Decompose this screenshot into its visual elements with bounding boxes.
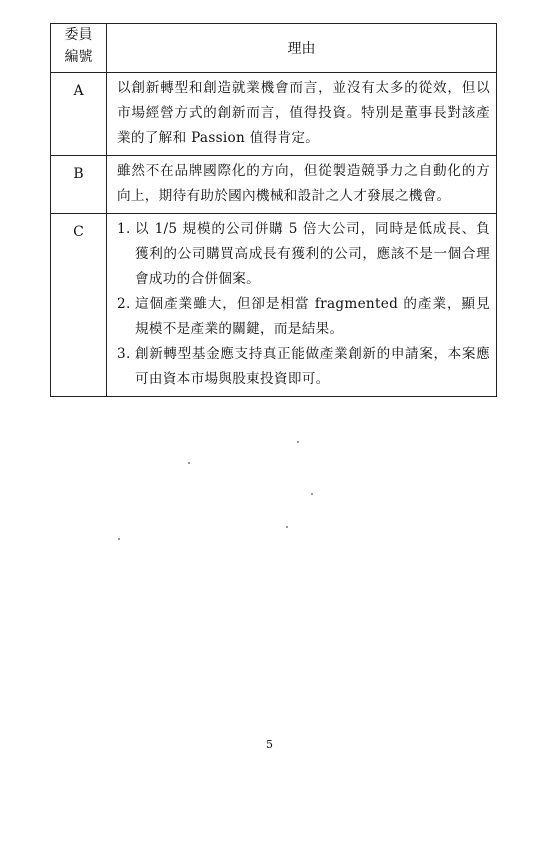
list-item-number: 3. xyxy=(117,346,131,362)
list-item-number: 1. xyxy=(117,221,131,237)
member-id-cell: B xyxy=(51,156,107,214)
reason-cell xyxy=(107,73,497,156)
scan-speck xyxy=(297,441,299,443)
review-table xyxy=(50,23,497,397)
list-item-text: 創新轉型基金應支持真正能做產業創新的申請案，本案應可由資本市場與股東投資即可。 xyxy=(135,346,490,387)
list-item xyxy=(117,292,490,342)
scan-speck xyxy=(188,462,190,464)
member-id-header xyxy=(51,24,107,73)
table-row xyxy=(51,73,497,156)
table-header-row xyxy=(51,24,497,73)
member-id-cell: A xyxy=(51,73,107,156)
reason-text: 以創新轉型和創造就業機會而言，並沒有太多的從效，但以市場經營方式的創新而言，值得投資。特別是董事長對該產業的了解和 Passion 值得肯定。 xyxy=(117,80,490,146)
member-id-header-line1: 委員 xyxy=(64,27,93,43)
table-row xyxy=(51,214,497,397)
table-row xyxy=(51,156,497,214)
reason-text: 雖然不在品牌國際化的方向，但從製造競爭力之自動化的方向上，期待有助於國內機械和設計之人才發展之機會。 xyxy=(117,163,490,204)
list-item-text: 這個產業雖大，但卻是相當 fragmented 的產業，顯見規模不是產業的關鍵，而是結果。 xyxy=(135,296,490,337)
scan-speck xyxy=(311,493,313,495)
list-item xyxy=(117,217,490,292)
list-item xyxy=(117,342,490,392)
member-id-cell: C xyxy=(51,214,107,397)
reason-cell xyxy=(107,214,497,397)
page-number: 5 xyxy=(266,738,273,751)
reason-cell xyxy=(107,156,497,214)
list-item-number: 2. xyxy=(117,296,131,312)
list-item-text: 以 1/5 規模的公司併購 5 倍大公司，同時是低成長、負獲利的公司購買高成長有獲利的公司，應該不是一個合理會成功的合併個案。 xyxy=(135,221,490,287)
member-id-header-line2: 編號 xyxy=(64,49,93,65)
scan-speck xyxy=(118,538,120,540)
reason-header: 理由 xyxy=(107,24,497,73)
scan-speck xyxy=(286,526,288,528)
reason-list xyxy=(117,217,490,392)
